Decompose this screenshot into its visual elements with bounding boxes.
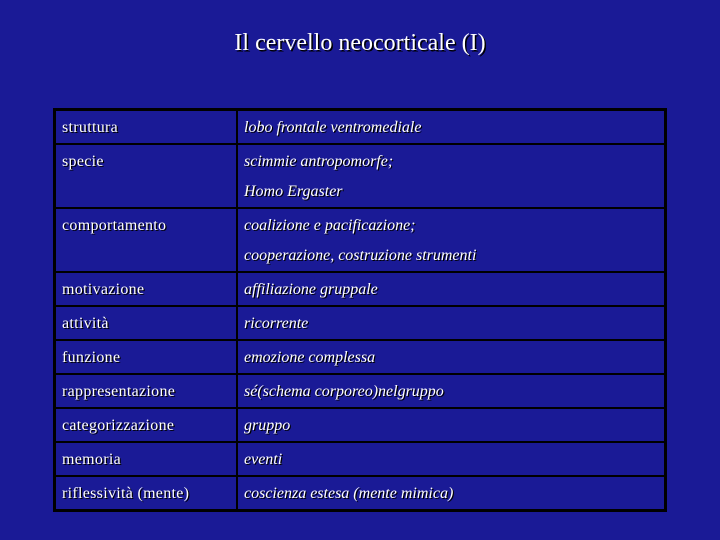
- row-value-line: emozione complessa: [244, 349, 376, 366]
- table-row: [55, 340, 666, 374]
- table-row: [55, 374, 666, 408]
- row-value-line: cooperazione, costruzione strumenti: [244, 247, 477, 264]
- row-value: [237, 208, 666, 272]
- row-value-line: sé(schema corporeo)nelgruppo: [244, 383, 444, 400]
- table-row: [55, 442, 666, 476]
- table-row: [55, 144, 666, 208]
- row-value-line: eventi: [244, 451, 283, 468]
- row-value-line: coscienza estesa (mente mimica): [244, 485, 454, 502]
- row-label: specie: [55, 144, 238, 208]
- row-label: funzione: [55, 340, 238, 374]
- row-value: [237, 144, 666, 208]
- table-row: [55, 272, 666, 306]
- row-label: riflessività (mente): [55, 476, 238, 511]
- row-label: comportamento: [55, 208, 238, 272]
- row-label: motivazione: [55, 272, 238, 306]
- row-value: [237, 374, 666, 408]
- row-value-line: ricorrente: [244, 315, 309, 332]
- row-value-line: scimmie antropomorfe;: [244, 153, 394, 170]
- row-value-line: affiliazione gruppale: [244, 281, 378, 298]
- row-label: struttura: [55, 110, 238, 145]
- row-label: attività: [55, 306, 238, 340]
- row-value: [237, 272, 666, 306]
- info-table: [53, 108, 667, 512]
- table-row: [55, 208, 666, 272]
- table-row: [55, 306, 666, 340]
- row-value-line: lobo frontale ventromediale: [244, 119, 422, 136]
- table-row: [55, 110, 666, 145]
- row-label: rappresentazione: [55, 374, 238, 408]
- row-value: [237, 110, 666, 145]
- row-value: [237, 306, 666, 340]
- table-row: [55, 476, 666, 511]
- row-value: [237, 340, 666, 374]
- row-value: [237, 476, 666, 511]
- table-row: [55, 408, 666, 442]
- row-value-line: Homo Ergaster: [244, 183, 343, 200]
- row-label: memoria: [55, 442, 238, 476]
- row-value: [237, 442, 666, 476]
- row-value-line: coalizione e pacificazione;: [244, 217, 416, 234]
- row-value: [237, 408, 666, 442]
- row-value-line: gruppo: [244, 417, 291, 434]
- row-label: categorizzazione: [55, 408, 238, 442]
- slide-title: Il cervello neocorticale (I): [234, 30, 486, 56]
